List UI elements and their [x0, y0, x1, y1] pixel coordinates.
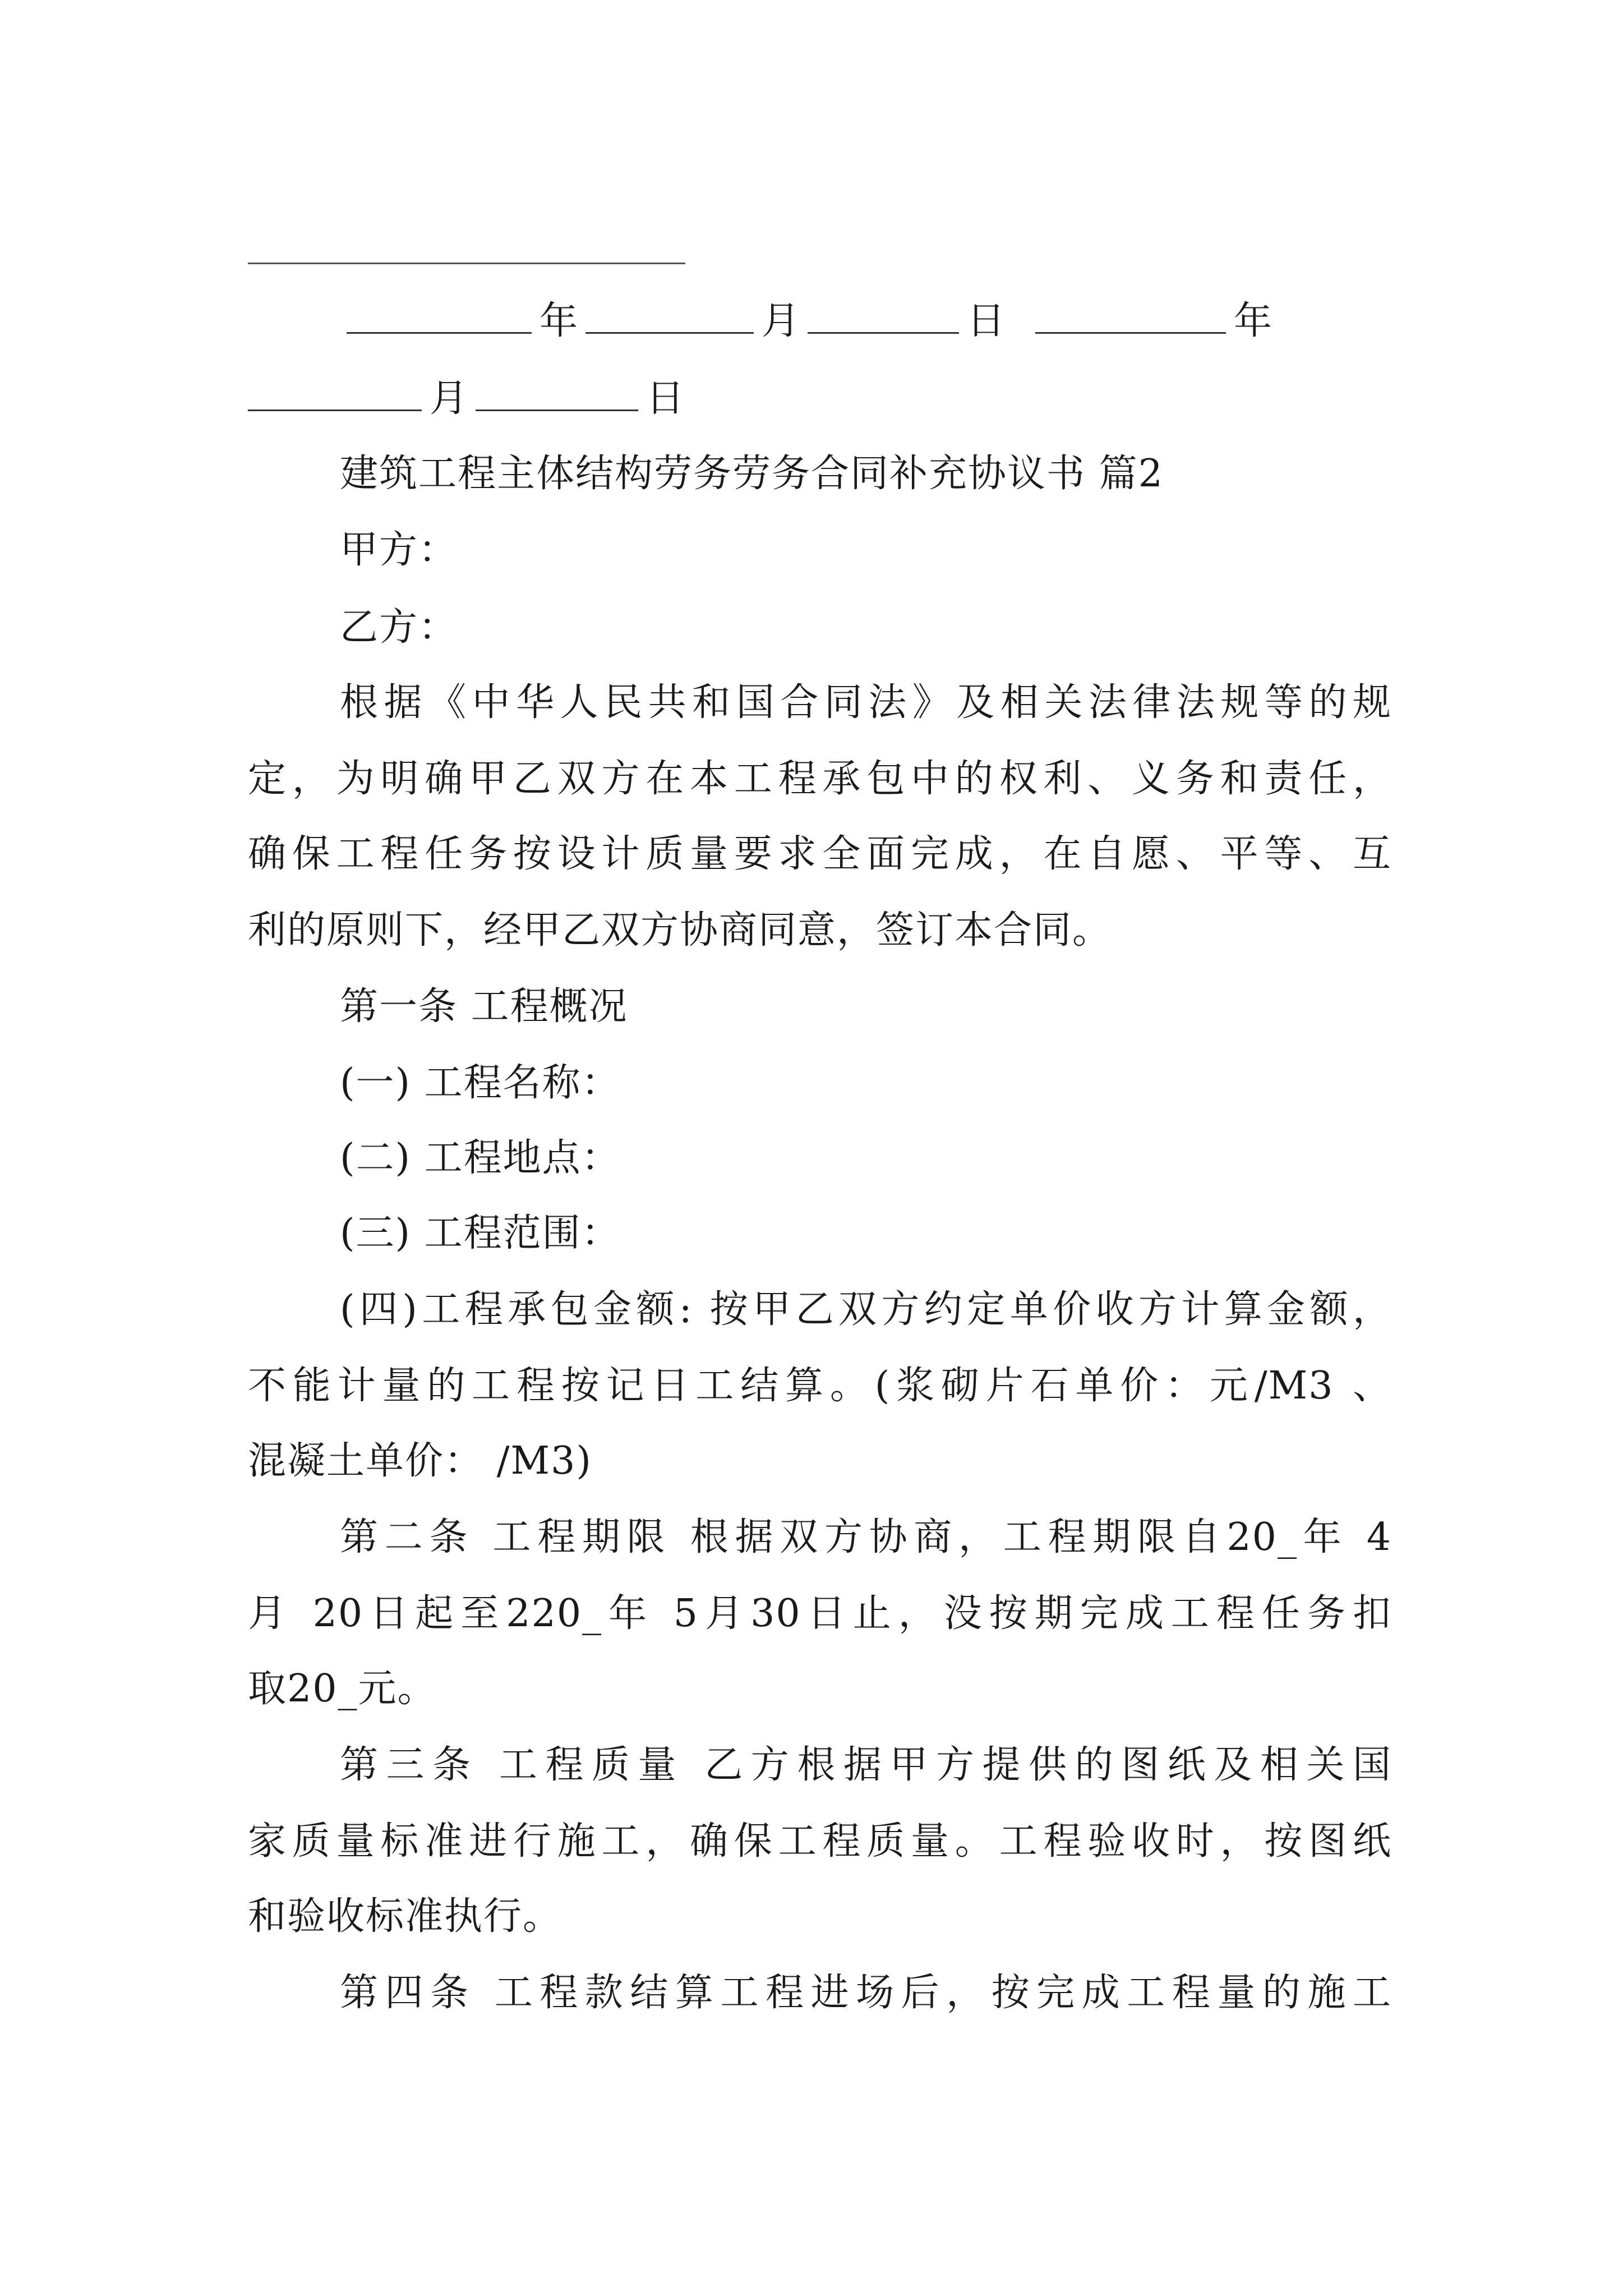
article1-item-3: (三) 工程范围：: [340, 1211, 621, 1255]
date-row-1: [248, 296, 1392, 347]
month-blank-2: [248, 374, 422, 411]
year-blank-1: [347, 296, 532, 334]
year-blank-2: [1035, 296, 1226, 334]
day-label-1: 日: [967, 299, 1006, 343]
party-b-label: 乙方：: [340, 605, 458, 650]
year-label-2: 年: [1234, 299, 1272, 343]
agreement-title: 建筑工程主体结构劳务劳务合同补充协议书 篇2: [340, 452, 1164, 496]
article3-line-1: 第三条 工程质量 乙方根据甲方提供的图纸及相关国: [340, 1743, 1392, 1787]
article1-amount-line-1: (四)工程承包金额: 按甲乙双方约定单价收方计算金额，: [340, 1287, 1392, 1332]
article2-line-1: 第二条 工程期限 根据双方协商，工程期限自20_年 4: [340, 1515, 1392, 1559]
month-blank-1: [585, 296, 754, 334]
date-row-2: [248, 374, 1392, 424]
year-label-1: 年: [540, 299, 578, 343]
preamble-line-1: 根据《中华人民共和国合同法》及相关法律法规等的规: [340, 680, 1392, 725]
month-label-1: 月: [762, 299, 800, 343]
preamble-line-2: 定，为明确甲乙双方在本工程承包中的权利、义务和责任，: [248, 757, 1392, 801]
article1-heading: 第一条 工程概况: [340, 984, 628, 1029]
article4-line-1: 第四条 工程款结算工程进场后，按完成工程量的施工: [340, 1971, 1392, 2015]
article1-amount-line-3: 混凝土单价： /M3): [248, 1439, 592, 1483]
article1-item-1: (一) 工程名称：: [340, 1061, 621, 1105]
article3-line-2: 家质量标准进行施工，确保工程质量。工程验收时，按图纸: [248, 1819, 1392, 1864]
month-label-2: 月: [430, 376, 468, 421]
preamble-line-3: 确保工程任务按设计质量要求全面完成，在自愿、平等、互: [248, 832, 1392, 876]
party-a-label: 甲方：: [340, 528, 458, 572]
article2-line-3: 取20_元。: [248, 1667, 437, 1711]
article3-line-3: 和验收标准执行。: [248, 1894, 562, 1939]
day-label-2: 日: [646, 376, 685, 421]
signature-line: [248, 263, 685, 264]
day-blank-1: [808, 296, 959, 334]
preamble-line-4: 利的原则下，经甲乙双方协商同意，签订本合同。: [248, 908, 1112, 953]
article1-amount-line-2: 不能计量的工程按记日工结算。(浆砌片石单价：元/M3 、: [248, 1364, 1392, 1408]
article1-item-2: (二) 工程地点：: [340, 1136, 621, 1180]
day-blank-2: [476, 374, 638, 411]
article2-line-2: 月 20日起至220_年 5月30日止，没按期完成工程任务扣: [248, 1591, 1392, 1636]
